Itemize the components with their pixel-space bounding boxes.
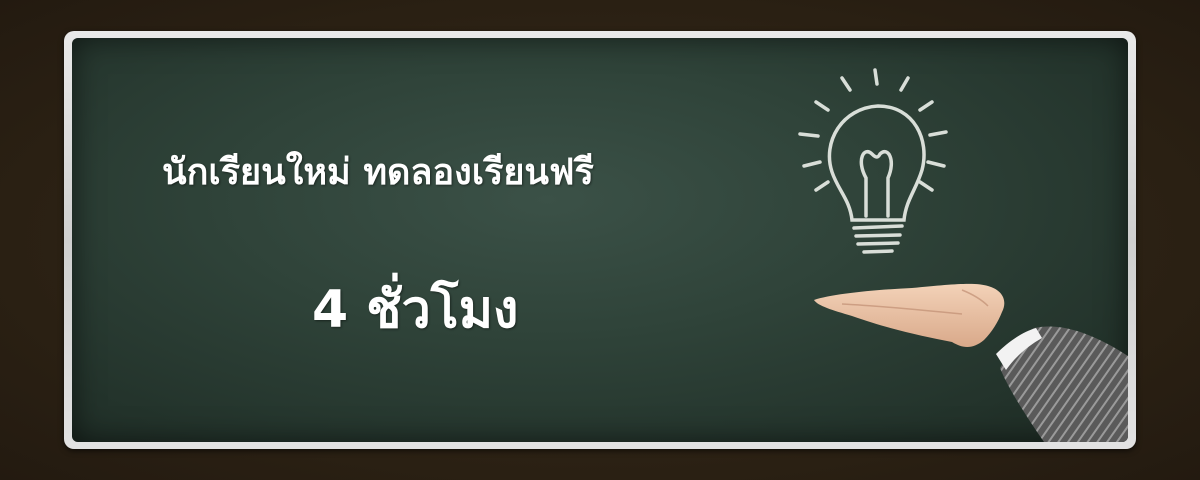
lightbulb-icon <box>780 50 980 270</box>
open-hand-icon <box>812 276 1128 442</box>
headline: นักเรียนใหม่ ทดลองเรียนฟรี <box>162 152 594 193</box>
chalkboard <box>72 38 1128 442</box>
free-hours-text: 4 ชั่วโมง <box>312 280 519 340</box>
